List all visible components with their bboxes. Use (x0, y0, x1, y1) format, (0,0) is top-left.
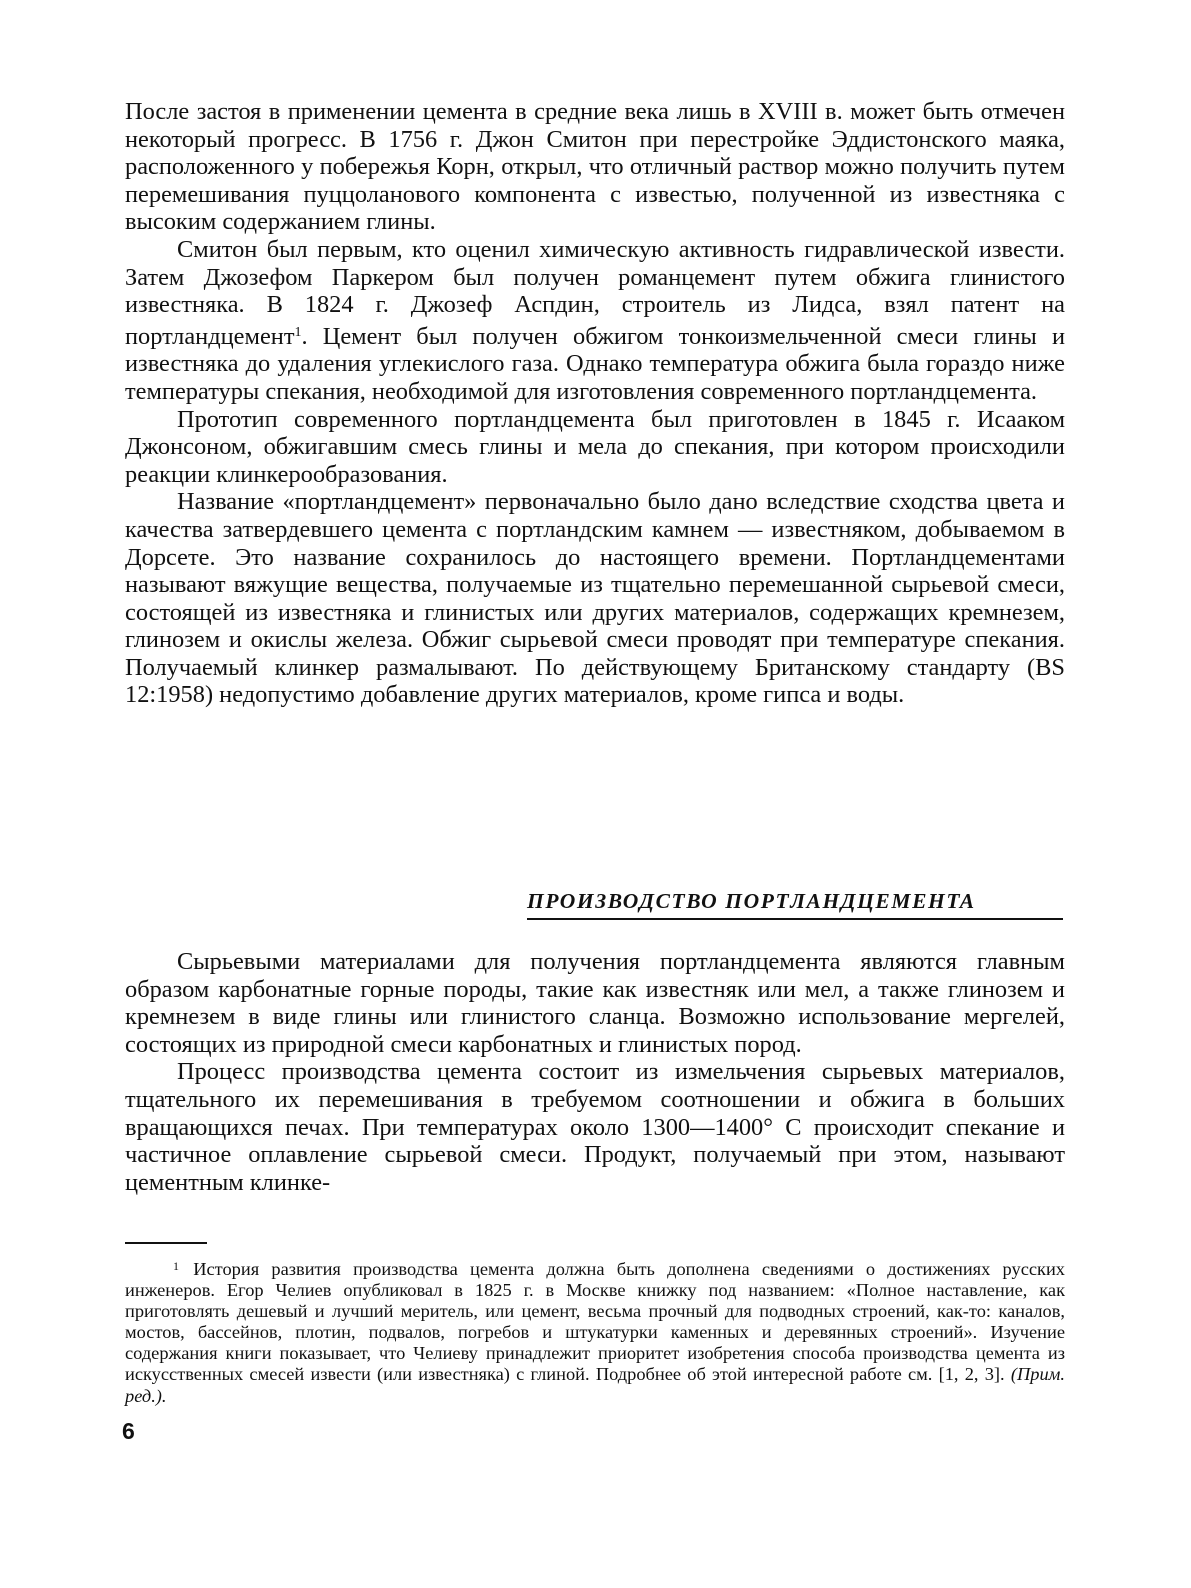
footnote-divider (125, 1242, 207, 1244)
footnote (125, 1256, 1065, 1407)
section-heading-container (527, 888, 1063, 920)
footnote-marker: 1 (173, 1259, 179, 1273)
footnote-reference[interactable]: 1 (294, 324, 302, 340)
paragraph-6: Процесс производства цемента состоит из измельчения сырьевых материалов, тщательного их перемешивания в требуемом соотношении и обжига в больших вращающихся печах. При температурах около 1300—1400° С происходит спекание и частичное оплавление сырьевой смеси. Продукт, получаемый при этом, называют цементным клинке- (125, 1058, 1065, 1196)
section-heading: ПРОИЗВОДСТВО ПОРТЛАНДЦЕМЕНТА (527, 889, 976, 913)
paragraph-2-end: . Цемент был получен обжигом тонкоизмельченной смеси глины и известняка до удаления углекислого газа. Однако температура обжига была гораздо ниже температуры спекания, необходимой для изготовления современного портландцемента. (125, 322, 1065, 405)
paragraph-2-start: Смитон был первым, кто оценил химическую активность гидравлической извести. Затем Джозефом Паркером был получен романцемент путем обжига глинистого известняка. В 1824 г. Джозеф Аспдин, строитель из Лидса, взял патент на портландцемент (125, 235, 1065, 350)
editor-note: (Прим. ред.). (125, 1364, 1065, 1406)
main-text-section-2 (125, 948, 1065, 1196)
footnote-body: История развития производства цемента должна быть дополнена сведениями о достижениях русских инженеров. Егор Челиев опубликовал в 1825 г. в Москве книжку под названием: «Полное наставление, как приготовлять дешевый и лучший меритель, или цемент, весьма прочный для подводных строений, как-то: каналов, мостов, бассейнов, плотин, подвалов, погребов и штукатурки каменных и деревянных строений». Изучение содержания книги показывает, что Челиеву принадлежит приоритет изобретения способа производства цемента из искусственных смесей извести (или известняка) с глиной. Подробнее об этой интересной работе см. [1, 2, 3]. (125, 1259, 1065, 1385)
page-number: 6 (122, 1418, 135, 1444)
footnote-text (125, 1256, 1065, 1407)
paragraph-3: Прототип современного портландцемента был приготовлен в 1845 г. Исааком Джонсоном, обжигавшим смесь глины и мела до спекания, при котором происходили реакции клинкерообразования. (125, 405, 1065, 488)
paragraph-5: Сырьевыми материалами для получения портландцемента являются главным образом карбонатные горные породы, такие как известняк или мел, а также глинозем и кремнезем в виде глины или глинистого сланца. Возможно использование мергелей, состоящих из природной смеси карбонатных и глинистых пород. (125, 948, 1065, 1058)
paragraph-2 (125, 236, 1065, 406)
main-text-section-1 (125, 98, 1065, 709)
paragraph-4: Название «портландцемент» первоначально было дано вследствие сходства цвета и качества затвердевшего цемента с портландским камнем — известняком, добываемом в Дорсете. Это название сохранилось до настоящего времени. Портландцементами называют вяжущие вещества, получаемые из тщательно перемешанной сырьевой смеси, состоящей из известняка и глинистых или других материалов, содержащих кремнезем, глинозем и окислы железа. Обжиг сырьевой смеси проводят при температуре спекания. Получаемый клинкер размалывают. По действующему Британскому стандарту (BS 12:1958) недопустимо добавление других материалов, кроме гипса и воды. (125, 488, 1065, 709)
paragraph-1: После застоя в применении цемента в средние века лишь в XVIII в. может быть отмечен некоторый прогресс. В 1756 г. Джон Смитон при перестройке Эддистонского маяка, расположенного у побережья Корн, открыл, что отличный раствор можно получить путем перемешивания пуццоланового компонента с известью, полученной из известняка с высоким содержанием глины. (125, 98, 1065, 236)
